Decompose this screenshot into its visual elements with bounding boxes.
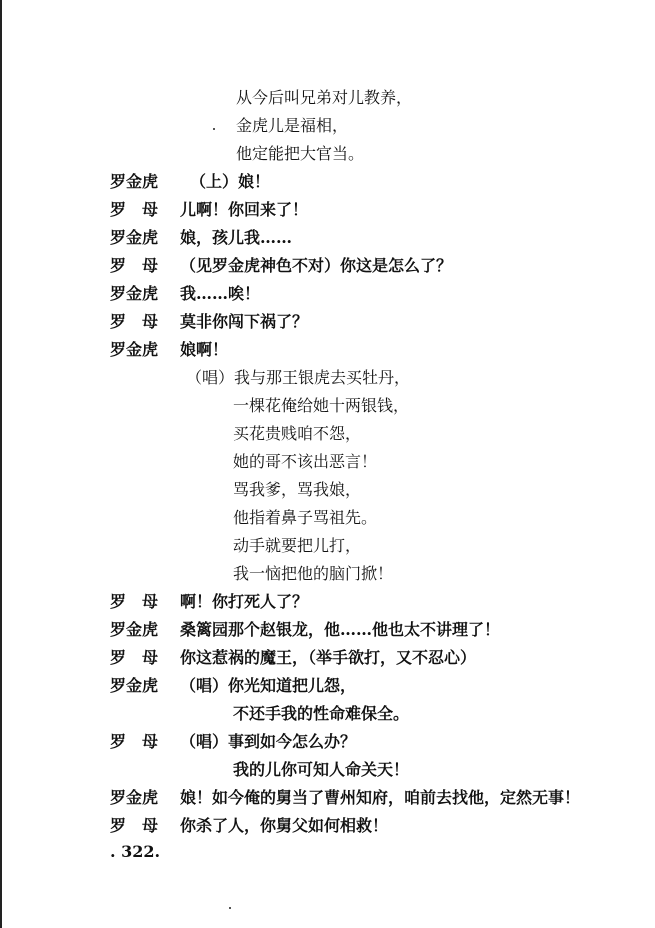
dialogue-text: （上）娘！	[190, 172, 271, 191]
dialogue-text: 我……唉！	[180, 284, 261, 303]
dialogue-text: 娘，孩儿我……	[180, 228, 293, 247]
speaker-name: 罗 母	[110, 732, 159, 751]
dialogue-text: 你这惹祸的魔王，（举手欲打，又不忍心）	[180, 648, 477, 667]
dialogue-text: （唱）我与那王银虎去买牡丹，	[186, 368, 411, 387]
dialogue-text: 他指着鼻子骂祖先。	[233, 508, 378, 527]
page-number: . 322.	[110, 842, 161, 861]
dialogue-text: （唱）事到如今怎么办？	[180, 732, 357, 751]
dialogue-text: 儿啊！你回来了！	[180, 200, 309, 219]
speaker-name: 罗金虎	[110, 620, 159, 639]
page-left-border	[0, 0, 2, 928]
speaker-name: 罗 母	[110, 312, 159, 331]
scan-speck	[229, 907, 231, 909]
dialogue-text: 金虎儿是福相，	[236, 116, 349, 135]
dialogue-text: 他定能把大官当。	[236, 144, 365, 163]
speaker-name: 罗金虎	[110, 228, 159, 247]
dialogue-text: 娘！如今俺的舅当了曹州知府，咱前去找他，定然无事！	[180, 788, 581, 807]
scan-speck	[213, 128, 215, 130]
speaker-name: 罗金虎	[110, 676, 159, 695]
dialogue-text: 从今后叫兄弟对儿教养，	[236, 88, 413, 107]
dialogue-text: 我的儿你可知人命关天！	[233, 760, 410, 779]
speaker-name: 罗金虎	[110, 172, 159, 191]
dialogue-text: 娘啊！	[180, 340, 229, 359]
dialogue-text: 啊！你打死人了？	[180, 592, 309, 611]
dialogue-text: 骂我爹，骂我娘，	[233, 480, 362, 499]
speaker-name: 罗金虎	[110, 284, 159, 303]
speaker-name: 罗金虎	[110, 340, 159, 359]
dialogue-text: 莫非你闯下祸了？	[180, 312, 309, 331]
dialogue-text: 她的哥不该出恶言！	[233, 452, 378, 471]
dialogue-text: 一棵花俺给她十两银钱，	[233, 396, 410, 415]
speaker-name: 罗 母	[110, 200, 159, 219]
dialogue-text: 动手就要把儿打，	[233, 536, 362, 555]
dialogue-text: （唱）你光知道把儿怨，	[180, 676, 357, 695]
dialogue-text: （见罗金虎神色不对）你这是怎么了？	[180, 256, 453, 275]
dialogue-text: 我一恼把他的脑门掀！	[233, 564, 394, 583]
speaker-name: 罗 母	[110, 816, 159, 835]
dialogue-text: 买花贵贱咱不怨，	[233, 424, 362, 443]
speaker-name: 罗 母	[110, 648, 159, 667]
speaker-name: 罗金虎	[110, 788, 159, 807]
speaker-name: 罗 母	[110, 592, 159, 611]
dialogue-text: 不还手我的性命难保全。	[233, 704, 410, 723]
speaker-name: 罗 母	[110, 256, 159, 275]
dialogue-text: 桑篱园那个赵银龙，他……他也太不讲理了！	[180, 620, 501, 639]
dialogue-text: 你杀了人，你舅父如何相救！	[180, 816, 389, 835]
